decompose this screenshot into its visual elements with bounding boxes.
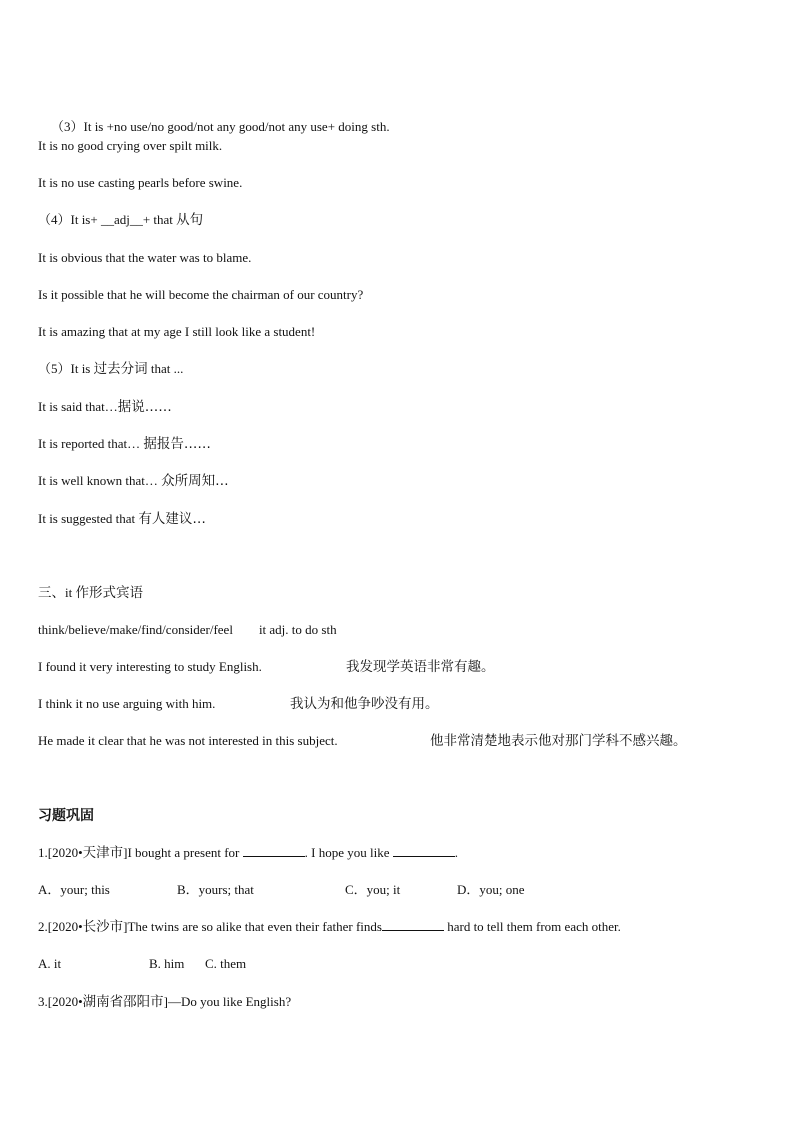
example-5a xyxy=(38,398,172,416)
q2-stem-2: hard to tell them from each other. xyxy=(443,919,621,934)
example-5d-zh: 有人建议… xyxy=(138,511,206,527)
q2-option-b[interactable]: B. him xyxy=(149,956,185,971)
q1-blank-2[interactable] xyxy=(393,845,455,857)
q2-prefix: 2.[2020• xyxy=(38,919,83,934)
example-5d xyxy=(38,510,206,528)
section-three-title: 作形式宾语 xyxy=(75,585,143,601)
example-5c-en: It is well known that… xyxy=(38,473,162,488)
exercises-heading xyxy=(38,807,94,825)
q1-blank-1[interactable] xyxy=(243,845,305,857)
q1-stem-end: . xyxy=(454,845,458,860)
section-three-example-2 xyxy=(38,695,439,713)
example-5b-zh: 据报告…… xyxy=(143,436,211,452)
example-3-en: He made it clear that he was not interested in this subject. xyxy=(38,733,338,748)
example-5b-en: It is reported that… xyxy=(38,436,144,451)
rule-4-zh: 从句 xyxy=(176,212,204,228)
q2-option-a[interactable]: A. it xyxy=(38,956,62,971)
rule-4-prefix: （4）It is+ xyxy=(38,212,101,227)
example-5a-zh: 据说…… xyxy=(117,399,172,415)
q1-source-city: 天津市 xyxy=(82,845,124,861)
example-4a: It is obvious that the water was to blame. xyxy=(38,250,252,265)
rule-5 xyxy=(38,360,183,378)
q1-option-a[interactable]: A．your; this xyxy=(38,882,110,897)
example-1-zh: 我发现学英语非常有趣。 xyxy=(346,659,495,675)
example-2-en: I think it no use arguing with him. xyxy=(38,696,216,711)
example-4c: It is amazing that at my age I still look like a student! xyxy=(38,324,316,339)
rule-4-blank: __adj__ xyxy=(100,212,143,227)
question-2 xyxy=(38,918,621,936)
q2-blank[interactable] xyxy=(382,919,444,931)
section-three-it: it xyxy=(65,585,76,600)
section-three-example-3 xyxy=(38,732,687,750)
q1-option-b[interactable]: B．yours; that xyxy=(177,882,254,897)
section-three-heading xyxy=(38,584,143,602)
example-5d-en: It is suggested that xyxy=(38,511,139,526)
section-three-num: 三、 xyxy=(38,585,65,601)
q2-source-city: 长沙市 xyxy=(82,919,124,935)
example-5c xyxy=(38,472,229,490)
exercises-title: 习题巩固 xyxy=(38,808,94,824)
question-3 xyxy=(38,993,291,1011)
q1-option-c[interactable]: C．you; it xyxy=(345,882,401,897)
example-3-zh: 他非常清楚地表示他对那门学科不感兴趣。 xyxy=(430,733,687,749)
example-3a: It is no good crying over spilt milk. xyxy=(38,138,223,153)
rule-5-prefix: （5）It is xyxy=(38,361,94,376)
question-1-options xyxy=(38,881,525,899)
rule-5-zh: 过去分词 xyxy=(93,361,148,377)
question-2-options xyxy=(38,955,246,973)
question-1 xyxy=(38,844,458,862)
q1-prefix: 1.[2020• xyxy=(38,845,83,860)
example-5a-en: It is said that… xyxy=(38,399,118,414)
example-4b: Is it possible that he will become the chairman of our country? xyxy=(38,287,364,302)
rule-4-suffix: + that xyxy=(142,212,177,227)
q1-option-d[interactable]: D．you; one xyxy=(457,882,525,897)
q3-prefix: 3.[2020• xyxy=(38,994,83,1009)
example-5c-zh: 众所周知… xyxy=(161,473,229,489)
example-3b: It is no use casting pearls before swine. xyxy=(38,175,243,190)
pattern-rest: it adj. to do sth xyxy=(258,622,337,637)
q1-stem-2: . I hope you like xyxy=(304,845,393,860)
example-5b xyxy=(38,435,211,453)
q3-source-city: 湖南省邵阳市 xyxy=(82,994,164,1010)
section-three-example-1 xyxy=(38,658,495,676)
q1-stem: ]I bought a present for xyxy=(123,845,243,860)
rule-3-text: （3）It is +no use/no good/not any good/not any use+ doing sth. xyxy=(51,119,390,134)
q2-option-c[interactable]: C. them xyxy=(205,956,247,971)
rule-5-suffix: that ... xyxy=(147,361,184,376)
example-1-en: I found it very interesting to study English. xyxy=(38,659,262,674)
q3-stem: ]—Do you like English? xyxy=(163,994,292,1009)
pattern-verbs: think/believe/make/find/consider/feel xyxy=(38,622,233,637)
rule-4 xyxy=(38,211,203,229)
section-three-pattern xyxy=(38,621,337,639)
q2-stem: ]The twins are so alike that even their father finds xyxy=(123,919,382,934)
example-2-zh: 我认为和他争吵没有用。 xyxy=(290,696,439,712)
